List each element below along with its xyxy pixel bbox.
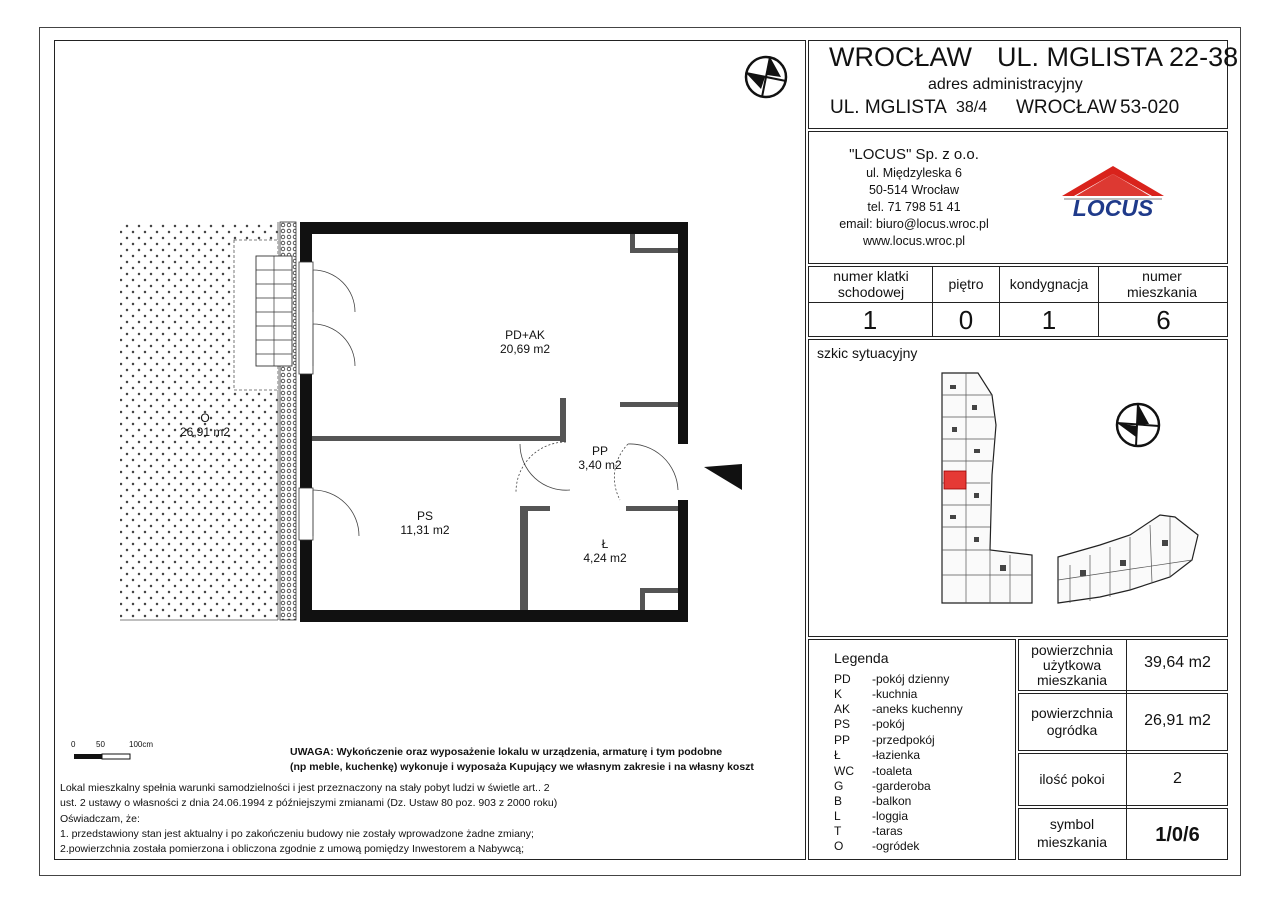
admin-number: 38/4 — [956, 99, 988, 116]
room-lazienka: Ł 4,24 m2 — [583, 537, 627, 565]
warning-line2: (np meble, kuchenkę) wykonuje i wyposaża Kupujący we własnym zakresie i na własny koszt — [290, 761, 754, 773]
header-street: UL. MGLISTA 22-38 — [997, 42, 1239, 72]
room-ps: PS 11,31 m2 — [400, 509, 450, 537]
note-line4: 1. przedstawiony stan jest aktualny i po zakończeniu budowy nie zostały wprowadzone żadne zmiany; — [60, 828, 534, 840]
area-label: powierzchnia użytkowa mieszkania — [1031, 642, 1113, 688]
legend-title: Legenda — [834, 650, 889, 666]
company-name: "LOCUS" Sp. z o.o. — [849, 146, 979, 163]
legend-item: AK -aneks kuchenny — [834, 702, 963, 716]
room-pd-ak: PD+AK 20,69 m2 — [499, 328, 551, 356]
admin-street: UL. MGLISTA — [830, 97, 947, 118]
info-value-pietro: 0 — [958, 305, 974, 335]
scale-100: 100cm — [129, 740, 154, 749]
situation-label: szkic sytuacyjny — [817, 345, 918, 361]
company-address1: ul. Międzyleska 6 — [866, 166, 962, 180]
info-value-kondygnacja: 1 — [1041, 305, 1057, 335]
note-line1: Lokal mieszkalny spełnia warunki samodzielności i jest przeznaczony na stały pobyt ludzi w świetle art.. 2 — [60, 782, 550, 794]
locus-logo — [1058, 158, 1168, 228]
legend-item: L -loggia — [834, 809, 909, 823]
info-header-pietro: piętro — [948, 276, 984, 292]
compass-icon — [743, 53, 789, 101]
info-header-kondygnacja: kondygnacja — [1009, 276, 1089, 292]
admin-label: adres administracyjny — [928, 76, 1083, 93]
note-line5: 2.powierzchnia została pomierzona i obliczona zgodnie z umową pomiędzy Inwestorem a Nabywcą; — [60, 843, 524, 855]
warning-line1: UWAGA: Wykończenie oraz wyposażenie lokalu w urządzenia, armaturę i tym podobne — [290, 746, 723, 758]
legend-item: T -taras — [834, 824, 903, 838]
situation-compass-icon — [1114, 401, 1162, 449]
symbol-label: symbol mieszkania — [1036, 816, 1108, 850]
site-plan-drawing — [930, 365, 1210, 610]
info-header-klatka: numer klatki schodowej — [833, 268, 909, 300]
info-value-numer: 6 — [1156, 305, 1171, 335]
header-city: WROCŁAW — [829, 42, 972, 72]
garden-label: powierzchnia ogródka — [1031, 705, 1113, 738]
room-ogrodek: O 26,91 m2 — [179, 411, 231, 439]
info-header-numer: numer mieszkania — [1126, 268, 1198, 300]
legend-item: PP -przedpokój — [834, 733, 935, 747]
admin-city: WROCŁAW — [1016, 97, 1117, 118]
info-value-klatka: 1 — [862, 305, 878, 335]
legend-item: O -ogródek — [834, 839, 920, 853]
legend-item: WC -toaleta — [834, 764, 913, 778]
note-line2: ust. 2 ustawy o własności z dnia 24.06.1994 z późniejszymi zmianami (Dz. Ustaw 80 poz. 903 z 2000 roku) — [60, 797, 558, 809]
legend-item: PD -pokój dzienny — [834, 672, 950, 686]
scale-bar — [74, 749, 164, 759]
company-website: www.locus.wroc.pl — [862, 234, 966, 248]
company-address2: 50-514 Wrocław — [868, 183, 960, 197]
highlighted-unit — [944, 471, 966, 489]
scale-50: 50 — [96, 740, 105, 749]
admin-postcode: 53-020 — [1120, 97, 1180, 118]
legend-item: B -balkon — [834, 794, 912, 808]
company-email: email: biuro@locus.wroc.pl — [839, 217, 989, 231]
area-value: 39,64 m2 — [1144, 654, 1211, 671]
info-divider — [808, 302, 1228, 303]
rooms-label: ilość pokoi — [1039, 771, 1105, 787]
company-phone: tel. 71 798 51 41 — [867, 200, 961, 214]
logo-text: LOCUS — [1072, 195, 1154, 221]
garden-value: 26,91 m2 — [1144, 712, 1211, 729]
rooms-value: 2 — [1173, 770, 1182, 787]
legend-item: Ł -łazienka — [834, 748, 921, 762]
room-pp: PP 3,40 m2 — [578, 444, 622, 472]
note-line3: Oświadczam, że: — [60, 813, 140, 825]
legend-item: G -garderoba — [834, 779, 931, 793]
symbol-value: 1/0/6 — [1155, 824, 1200, 846]
legend-item: PS -pokój — [834, 717, 905, 731]
scale-0: 0 — [71, 740, 76, 749]
legend-item: K -kuchnia — [834, 687, 918, 701]
